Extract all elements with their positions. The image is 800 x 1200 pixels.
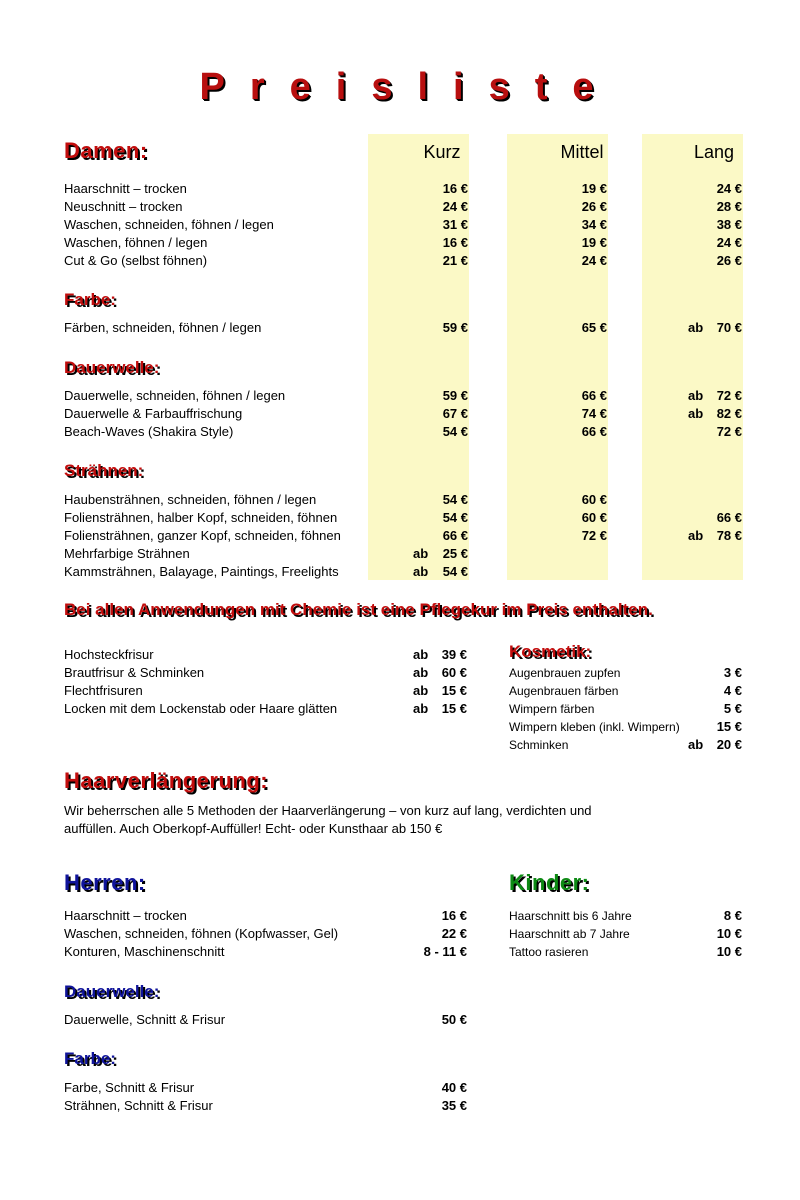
price: 22 € — [441, 926, 467, 941]
price-kurz: 54 € — [442, 424, 468, 439]
price-mittel: 60 € — [581, 492, 607, 507]
price-lang: 72 € — [716, 388, 742, 403]
price-row — [64, 198, 754, 216]
price: 15 € — [716, 719, 742, 734]
service-label: Foliensträhnen, ganzer Kopf, schneiden, föhnen — [64, 528, 341, 543]
service-label: Haarschnitt – trocken — [64, 181, 187, 196]
service-label: Beach-Waves (Shakira Style) — [64, 424, 234, 439]
service-label: Dauerwelle, schneiden, föhnen / legen — [64, 388, 286, 403]
price-row — [64, 1097, 467, 1115]
service-label: Wimpern färben — [509, 702, 595, 716]
price-kurz: 67 € — [442, 406, 468, 421]
service-label: Foliensträhnen, halber Kopf, schneiden, föhnen — [64, 510, 338, 525]
price-row — [64, 252, 754, 270]
price-lang: 28 € — [716, 199, 742, 214]
price-kurz: 16 € — [442, 181, 468, 196]
price-kurz: 54 € — [442, 510, 468, 525]
from-prefix: ab — [688, 388, 704, 403]
price-lang: 72 € — [716, 424, 742, 439]
price-kurz: 66 € — [442, 528, 468, 543]
price-kurz: 31 € — [442, 217, 468, 232]
price-row — [509, 943, 742, 961]
price-lang: 38 € — [716, 217, 742, 232]
price-row — [64, 527, 754, 545]
price-row — [64, 925, 467, 943]
from-prefix: ab — [688, 528, 704, 543]
from-prefix: ab — [413, 701, 429, 716]
service-label: Haubensträhnen, schneiden, föhnen / legen — [64, 492, 317, 507]
from-prefix: ab — [688, 320, 704, 335]
price-row — [64, 563, 754, 581]
service-label: Haarschnitt – trocken — [64, 908, 187, 923]
price: 3 € — [723, 665, 742, 680]
price-row — [64, 509, 754, 527]
price-lang: 24 € — [716, 181, 742, 196]
price: 20 € — [716, 737, 742, 752]
price-row — [509, 682, 742, 700]
kosmetik-heading: Kosmetik: — [509, 642, 592, 661]
service-label: Haarschnitt bis 6 Jahre — [509, 909, 632, 923]
service-label: Dauerwelle, Schnitt & Frisur — [64, 1012, 226, 1027]
price-mittel: 65 € — [581, 320, 607, 335]
price-row — [64, 545, 754, 563]
price-mittel: 24 € — [581, 253, 607, 268]
price-row — [64, 664, 467, 682]
price-kurz: 54 € — [442, 492, 468, 507]
price-kurz: 59 € — [442, 388, 468, 403]
price-lang: 66 € — [716, 510, 742, 525]
price-mittel: 19 € — [581, 181, 607, 196]
service-label: Dauerwelle & Farbauffrischung — [64, 406, 243, 421]
from-prefix: ab — [688, 737, 704, 752]
column-header-kurz: Kurz — [423, 142, 461, 162]
price-row — [64, 216, 754, 234]
service-label: Strähnen, Schnitt & Frisur — [64, 1098, 213, 1113]
farbe-heading: Farbe: — [64, 290, 116, 309]
price-row — [64, 405, 754, 423]
price: 5 € — [723, 701, 742, 716]
price-row — [64, 700, 467, 718]
price: 10 € — [716, 926, 742, 941]
from-prefix: ab — [413, 564, 429, 579]
service-label: Tattoo rasieren — [509, 945, 589, 959]
column-header-mittel: Mittel — [560, 142, 604, 162]
service-label: Augenbrauen färben — [509, 684, 619, 698]
price-row — [509, 664, 742, 682]
service-label: Färben, schneiden, föhnen / legen — [64, 320, 262, 335]
price-row — [64, 180, 754, 198]
price-kurz: 21 € — [442, 253, 468, 268]
price-mittel: 26 € — [581, 199, 607, 214]
from-prefix: ab — [413, 683, 429, 698]
service-label: Cut & Go (selbst föhnen) — [64, 253, 208, 268]
service-label: Konturen, Maschinenschnitt — [64, 944, 225, 959]
service-label: Waschen, föhnen / legen — [64, 235, 208, 250]
kinder-heading: Kinder: — [509, 870, 590, 895]
price: 35 € — [441, 1098, 467, 1113]
price: 50 € — [441, 1012, 467, 1027]
haarverlaengerung-text-line2: auffüllen. Auch Oberkopf-Auffüller! Echt- oder Kunsthaar ab 150 € — [64, 821, 443, 836]
price: 10 € — [716, 944, 742, 959]
price-row — [64, 1079, 467, 1097]
from-prefix: ab — [413, 647, 429, 662]
haarverlaengerung-heading: Haarverlängerung: — [64, 768, 269, 793]
herren-heading: Herren: — [64, 870, 146, 895]
service-label: Kammsträhnen, Balayage, Paintings, Freelights — [64, 564, 339, 579]
price-row — [64, 682, 467, 700]
service-label: Wimpern kleben (inkl. Wimpern) — [509, 720, 680, 734]
from-prefix: ab — [413, 546, 429, 561]
price-mittel: 72 € — [581, 528, 607, 543]
price: 40 € — [441, 1080, 467, 1095]
price-lang: 78 € — [716, 528, 742, 543]
haarverlaengerung-text-line1: Wir beherrschen alle 5 Methoden der Haarverlängerung – von kurz auf lang, verdichten und — [64, 803, 592, 818]
price-mittel: 74 € — [581, 406, 607, 421]
page-title: Preisliste — [199, 66, 619, 108]
price-lang: 26 € — [716, 253, 742, 268]
price-lang: 24 € — [716, 235, 742, 250]
service-label: Waschen, schneiden, föhnen (Kopfwasser, Gel) — [64, 926, 339, 941]
price-kurz: 54 € — [442, 564, 468, 579]
herren-dauerwelle-heading: Dauerwelle: — [64, 982, 160, 1001]
price-lang: 70 € — [716, 320, 742, 335]
price: 8 € — [723, 908, 742, 923]
price: 4 € — [723, 683, 742, 698]
service-label: Schminken — [509, 738, 569, 752]
price-row — [64, 234, 754, 252]
service-label: Farbe, Schnitt & Frisur — [64, 1080, 195, 1095]
price-mittel: 34 € — [581, 217, 607, 232]
service-label: Haarschnitt ab 7 Jahre — [509, 927, 630, 941]
price-row — [509, 736, 742, 754]
price: 16 € — [441, 908, 467, 923]
straehnen-heading: Strähnen: — [64, 461, 144, 480]
price-kurz: 16 € — [442, 235, 468, 250]
price-mittel: 19 € — [581, 235, 607, 250]
price: 60 € — [441, 665, 467, 680]
service-label: Brautfrisur & Schminken — [64, 665, 205, 680]
service-label: Neuschnitt – trocken — [64, 199, 183, 214]
price: 8 - 11 € — [423, 944, 467, 959]
price-row — [509, 718, 742, 736]
price-lang: 82 € — [716, 406, 742, 421]
price: 39 € — [441, 647, 467, 662]
price-mittel: 66 € — [581, 388, 607, 403]
herren-farbe-heading: Farbe: — [64, 1049, 116, 1068]
price-mittel: 60 € — [581, 510, 607, 525]
price-row — [64, 319, 754, 337]
damen-heading: Damen: — [64, 138, 148, 163]
from-prefix: ab — [688, 406, 704, 421]
service-label: Locken mit dem Lockenstab oder Haare glätten — [64, 701, 338, 716]
price-row — [64, 646, 467, 664]
price-kurz: 59 € — [442, 320, 468, 335]
price-row — [64, 423, 754, 441]
price-row — [509, 925, 742, 943]
chemie-notice: Bei allen Anwendungen mit Chemie ist eine Pflegekur im Preis enthalten. — [64, 600, 653, 619]
price-kurz: 25 € — [442, 546, 468, 561]
price-row — [64, 491, 754, 509]
service-label: Flechtfrisuren — [64, 683, 143, 698]
price-row — [64, 943, 467, 961]
service-label: Waschen, schneiden, föhnen / legen — [64, 217, 274, 232]
service-label: Augenbrauen zupfen — [509, 666, 621, 680]
price-mittel: 66 € — [581, 424, 607, 439]
column-header-lang: Lang — [693, 142, 735, 162]
dauerwelle-heading: Dauerwelle: — [64, 358, 160, 377]
price-row — [64, 387, 754, 405]
price: 15 € — [441, 683, 467, 698]
price-row — [509, 700, 742, 718]
price-row — [64, 1011, 467, 1029]
price-kurz: 24 € — [442, 199, 468, 214]
price: 15 € — [441, 701, 467, 716]
price-row — [64, 907, 467, 925]
from-prefix: ab — [413, 665, 429, 680]
service-label: Hochsteckfrisur — [64, 647, 154, 662]
service-label: Mehrfarbige Strähnen — [64, 546, 190, 561]
price-row — [509, 907, 742, 925]
